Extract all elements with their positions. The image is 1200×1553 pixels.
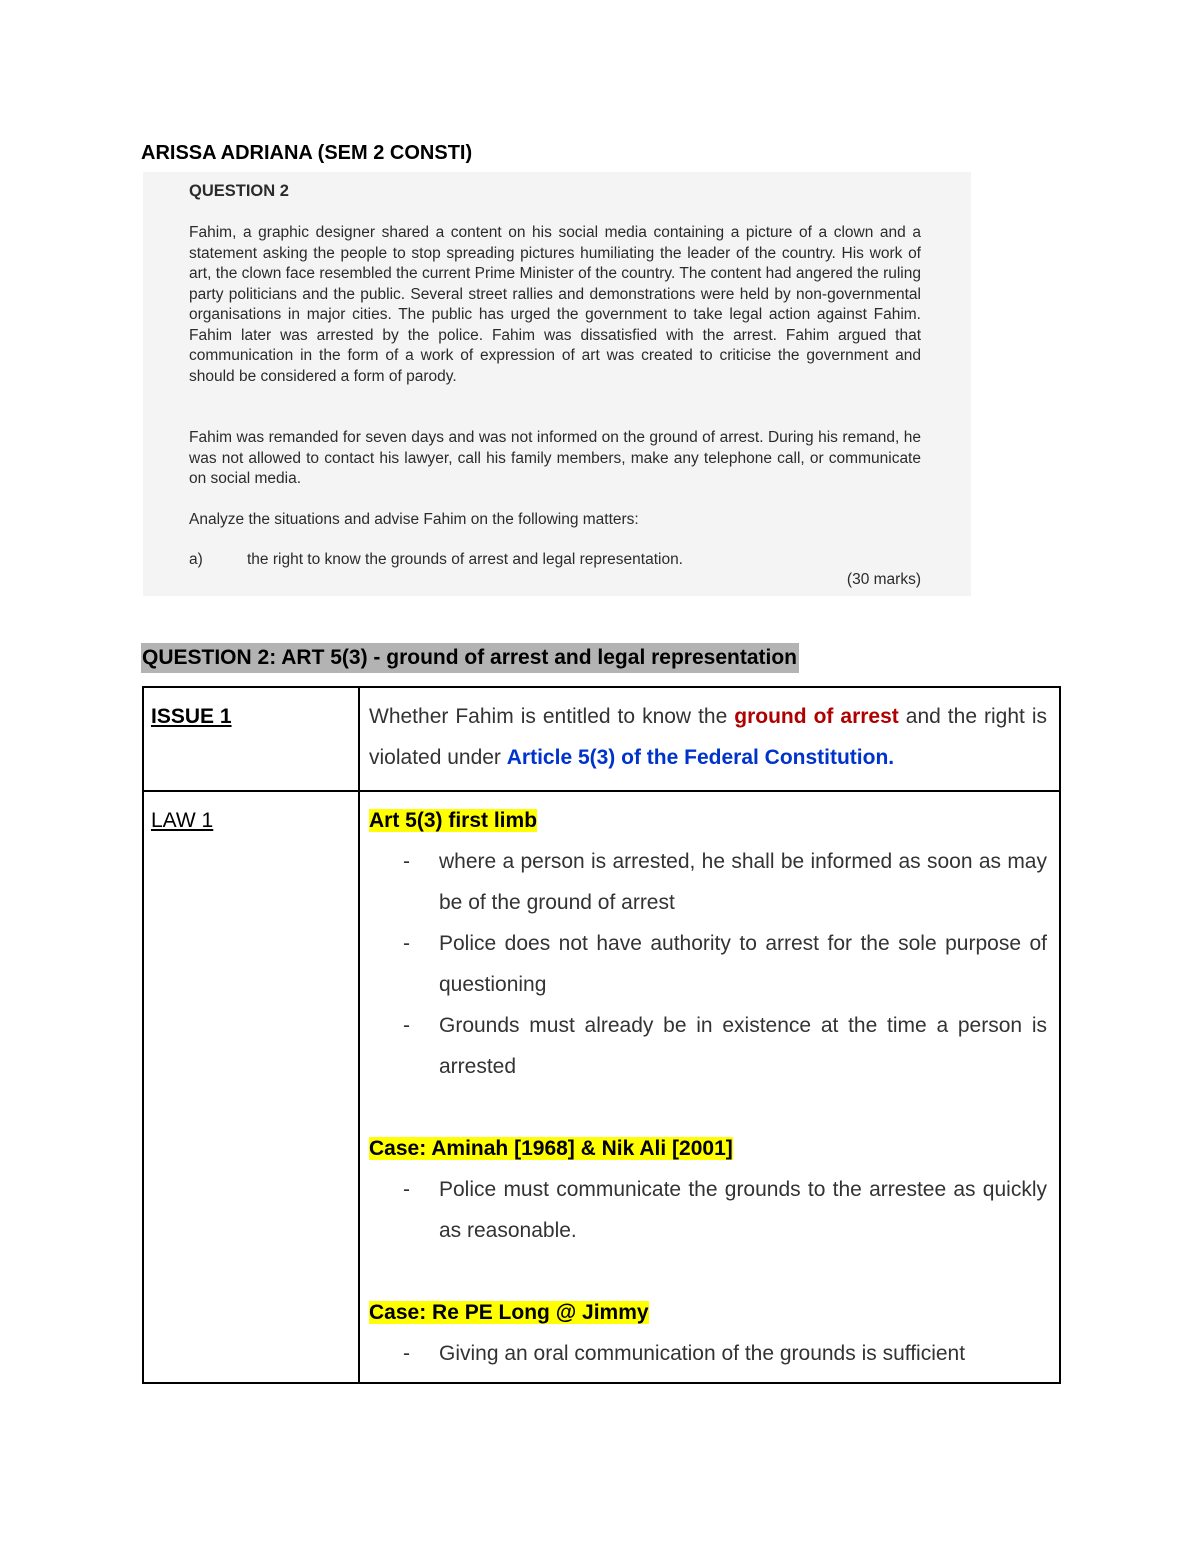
part-a-text: the right to know the grounds of arrest and legal representation. xyxy=(247,551,683,568)
issue-row xyxy=(143,687,1060,791)
issue-highlight-ground-of-arrest: ground of arrest xyxy=(734,705,899,728)
question-paragraph-1: Fahim, a graphic designer shared a content on his social media containing a picture of a clown and a statement asking the people to stop spreading pictures humiliating the leader of the country. His work of art, the clown face resembled the current Prime Minister of the country. The content had angered the ruling party politicians and the public. Several street rallies and demonstrations were held by non-governmental organisations in major cities. The public has urged the government to take legal action against Fahim. Fahim later was arrested by the police. Fahim was dissatisfied with the arrest. Fahim argued that communication in the form of a work of expression of art was created to criticise the government and should be considered a form of parody. xyxy=(189,224,921,385)
question-title: QUESTION 2 xyxy=(189,182,289,200)
law-heading: Art 5(3) first limb xyxy=(369,809,538,832)
case-2-points-list xyxy=(369,1333,1047,1374)
list-item: - Grounds must already be in existence at the time a person is arrested xyxy=(369,1005,1047,1087)
issue-label: ISSUE 1 xyxy=(151,705,232,728)
issue-text-part-1: Whether Fahim is entitled to know the xyxy=(369,705,735,728)
law-label: LAW 1 xyxy=(151,809,214,832)
law-content-cell xyxy=(359,791,1060,1383)
issue-statement xyxy=(369,696,1047,778)
law-label-cell xyxy=(143,791,359,1383)
list-item: - Giving an oral communication of the grounds is sufficient xyxy=(369,1333,1047,1374)
question-paragraph-3: Analyze the situations and advise Fahim on the following matters: xyxy=(189,511,639,528)
question-scan-image xyxy=(143,172,971,596)
case-1-points-list xyxy=(369,1169,1047,1251)
issue-text-part-2: and the right is violated under xyxy=(369,705,1047,769)
question-paragraph-2: Fahim was remanded for seven days and was not informed on the ground of arrest. During his remand, he was not allowed to contact his lawyer, call his family members, make any telephone call, or communicate on social media. xyxy=(189,429,921,487)
issue-content-cell xyxy=(359,687,1060,791)
list-item: - Police does not have authority to arrest for the sole purpose of questioning xyxy=(369,923,1047,1005)
issue-highlight-article: Article 5(3) of the Federal Constitution. xyxy=(506,746,895,769)
case-1-heading: Case: Aminah [1968] & Nik Ali [2001] xyxy=(369,1137,733,1160)
law-row xyxy=(143,791,1060,1383)
case-2-heading: Case: Re PE Long @ Jimmy xyxy=(369,1301,649,1324)
part-a-label: a) xyxy=(189,551,203,568)
list-item: - Police must communicate the grounds to the arrestee as quickly as reasonable. xyxy=(369,1169,1047,1251)
answer-table xyxy=(142,686,1061,1384)
section-heading: QUESTION 2: ART 5(3) - ground of arrest and legal representation xyxy=(141,643,799,673)
list-item: - where a person is arrested, he shall be informed as soon as may be of the ground of arrest xyxy=(369,841,1047,923)
issue-label-cell xyxy=(143,687,359,791)
law-points-list xyxy=(369,841,1047,1087)
marks-label: (30 marks) xyxy=(846,571,921,588)
page-title: ARISSA ADRIANA (SEM 2 CONSTI) xyxy=(141,142,473,164)
